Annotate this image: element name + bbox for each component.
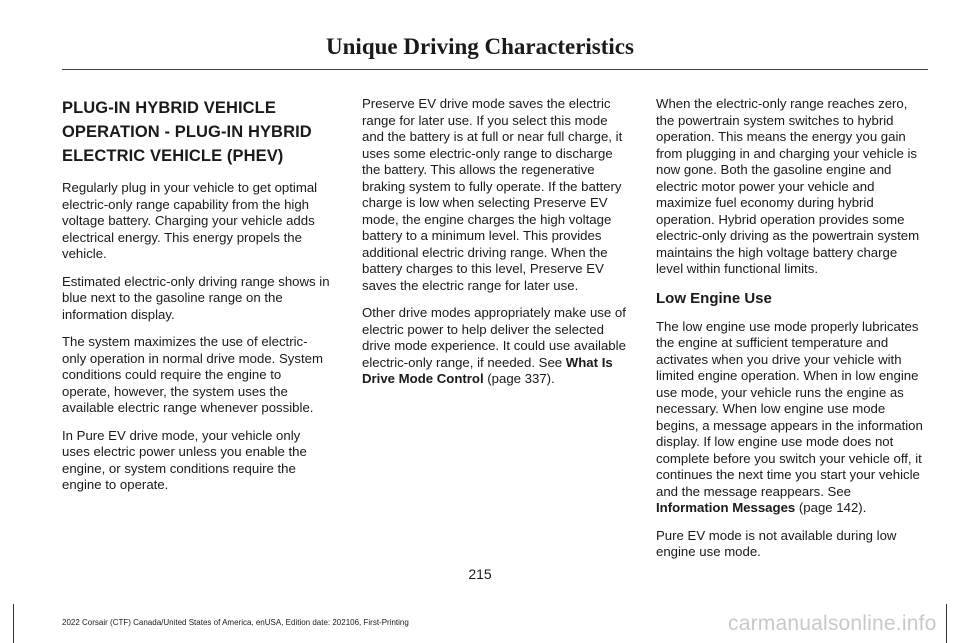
paragraph [362,305,630,388]
page-header-title: Unique Driving Characteristics [326,34,634,59]
crop-mark-left [13,604,14,643]
paragraph: Regularly plug in your vehicle to get optimal electric-only range capability from the high voltage battery. Charging your vehicle adds electrical energy. This energy propels the vehicle. [62,180,318,261]
section-heading-line-3: ELECTRIC VEHICLE (PHEV) [62,147,284,165]
section-heading [62,96,330,168]
paragraph-text: The low engine use mode properly lubricates the engine at sufficient temperature and activates when you drive your vehicle with limited engine operation. When in low engine use mode, your vehicle runs the engine as necessary. When low engine use mode begins, a message appears in the information display. If low engine use mode does not complete before you switch your vehicle off, it continues the next time you start your vehicle and the message reappears. See [656,318,923,499]
section-heading-line-1: PLUG-IN HYBRID VEHICLE [62,99,276,117]
cross-reference-drive-mode-control[interactable]: What Is Drive Mode Control [362,354,613,386]
page-reference: (page 337). [483,371,555,386]
watermark: carmanualsonline.info [728,612,937,635]
paragraph [656,319,924,517]
page-number: 215 [468,566,492,582]
column-2 [362,96,630,399]
crop-mark-right [946,604,947,643]
header-divider [62,69,928,70]
paragraph: Estimated electric-only driving range shows in blue next to the gasoline range on the information display. [62,273,330,322]
paragraph: Pure EV mode is not available during low engine use mode. [656,527,897,559]
edition-footer: 2022 Corsair (CTF) Canada/United States of America, enUSA, Edition date: 202106, First-Printing [62,618,409,627]
paragraph: Preserve EV drive mode saves the electric range for later use. If you select this mode and the battery is at full or near full charge, it uses some electric-only range to discharge the battery. This allows the regenerative braking system to fully operate. If the battery charge is low when selecting Preserve EV mode, the engine charges the high voltage battery to a minimum level. This provides additional electric driving range. When the battery charges to this level, Preserve EV saves the electric range for later use. [362,96,623,293]
column-1 [62,96,330,505]
subsection-heading-low-engine-use: Low Engine Use [656,289,772,307]
section-heading-line-2: OPERATION - PLUG-IN HYBRID [62,123,312,141]
paragraph-text: Other drive modes appropriately make use of electric power to help deliver the selected drive mode experience. It could use available electric-only range, if needed. See [362,305,626,370]
paragraph: When the electric-only range reaches zero, the powertrain system switches to hybrid operation. This means the energy you gain from plugging in and charging your vehicle is now gone. Both the gasoline engine and electric motor power your vehicle and maximize fuel economy during hybrid operation. Hybrid operation provides some electric-only driving as the powertrain system maintains the high voltage battery charge level within functional limits. [656,96,920,276]
paragraph: In Pure EV drive mode, your vehicle only uses electric power unless you enable the engine, or system conditions require the engine to operate. [62,427,307,492]
column-3 [656,96,924,572]
page-reference: (page 142). [795,500,867,515]
paragraph: The system maximizes the use of electric-only operation in normal drive mode. System conditions could require the engine to operate, however, the system uses the available electric range whenever possible. [62,334,323,415]
cross-reference-information-messages[interactable]: Information Messages [656,500,796,515]
